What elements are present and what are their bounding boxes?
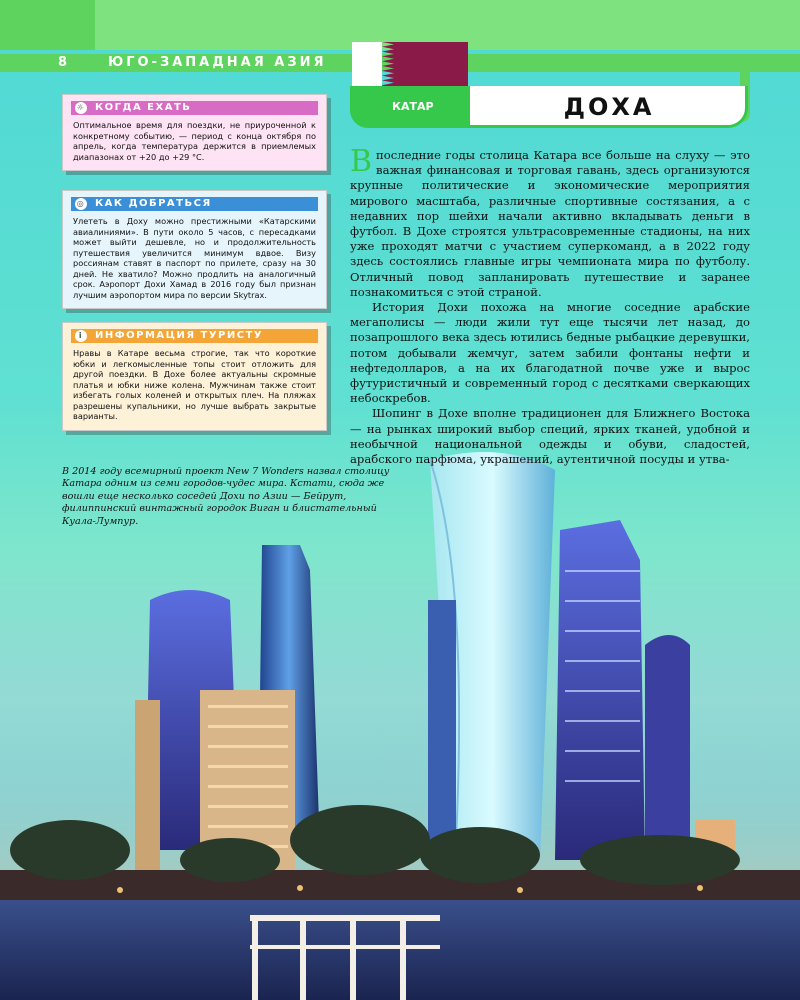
when-to-go-title: КОГДА ЕХАТЬ [95,101,192,113]
tourist-info-box [62,322,327,431]
city-title: ДОХА [563,93,655,121]
how-to-get-title: КАК ДОБРАТЬСЯ [95,197,212,209]
article-paragraph-3: Шопинг в Дохе вполне традиционен для Ближнего Востока — на рынках широкий выбор специй, ярких тканей, удобной и необычной национальной одежды и обуви, сладостей, арабского парфюма, украшений, аутентичной посуды и утва- [350,406,750,467]
flag-serration [382,42,394,86]
how-to-get-text: Улететь в Доху можно престижными «Катарскими авиалиниями». В пути около 5 часов, с пересадками может выйти дешевле, но и продолжительность путешествия увеличится минимум вдвое. Визу россиянам ставят в паспорт по прилете, сразу на 30 дней. Не хватило? Можно продлить на аналогичный срок. Аэропорт Дохи Хамад в 2016 году был признан лучшим аэропортом мира по версии Skytrax. [73,216,316,300]
page-number: 8 [58,55,68,70]
when-to-go-text: Оптимальное время для поездки, не приуроченной к конкретному событию, — период с конца октября по апрель, когда температура держится в приемлемых диапазонах от +20 до +29 °С. [73,120,316,162]
article-paragraph-1 [350,144,750,300]
photo-caption: В 2014 году всемирный проект New 7 Wonders назвал столицу Катара одним из семи городов-чудес мира. Кстати, сюда же вошли еще несколько соседей Дохи по Азии — Бейрут, филиппинский винтажный городок Виган и блистательный Куала-Лумпур. [62,466,390,527]
when-to-go-box [62,94,327,171]
section-title: ЮГО-ЗАПАДНАЯ АЗИЯ [108,55,327,70]
flag-maroon-part [394,42,468,86]
globe-icon: ◎ [76,199,86,208]
tourist-info-title: ИНФОРМАЦИЯ ТУРИСТУ [95,329,264,341]
header-corner [0,0,95,50]
article-paragraph-2: История Дохи похожа на многие соседние арабские мегаполисы — люди жили тут еще тысячи лет назад, до позапрошлого века здесь ютились бедные рыбацкие деревушки, потом добывали жемчуг, затем забили фонтаны нефти и нефтедолларов, а на их благодатной почве уже и вырос футуристичный и современный город с десятками сверкающих небоскребов. [350,300,750,406]
country-label: КАТАР [350,86,470,128]
flag-white-part [352,42,382,86]
info-icon: i [75,330,87,342]
tourist-info-text: Нравы в Катаре весьма строгие, так что короткие юбки и легкомысленные топы стоит отложить для другой поездки. В Дохе более актуальны скромные платья и юбки ниже колена. Мужчинам также стоит избегать голых коленей и открытых плеч. На пляжах разрешены купальники, но лучше выбрать закрытые варианты. [73,348,316,421]
qatar-flag-icon [352,42,468,86]
article-body [350,144,750,467]
article-paragraph-1-text: последние годы столица Катара все больше на слуху — это важная финансовая и торговая гавань, здесь организуются крупные политические и экономические мероприятия мирового масштаба, различные спортивные состязания, а с недавних пор шейхи начали активно вкладывать деньги в футбол. В Дохе строятся ультрасовременные стадионы, на них уже проходят матчи с участием суперкоманд, а в 2022 году здесь состоялись главные игры чемпионата мира по футболу. Отличный повод запланировать путешествие и заранее познакомиться с этой страной. [350,148,750,299]
how-to-get-box [62,190,327,309]
tourist-info-header [71,329,318,343]
when-to-go-header [71,101,318,115]
how-to-get-header [71,197,318,211]
drop-cap: В [350,144,373,179]
sun-icon: ☼ [76,103,86,112]
